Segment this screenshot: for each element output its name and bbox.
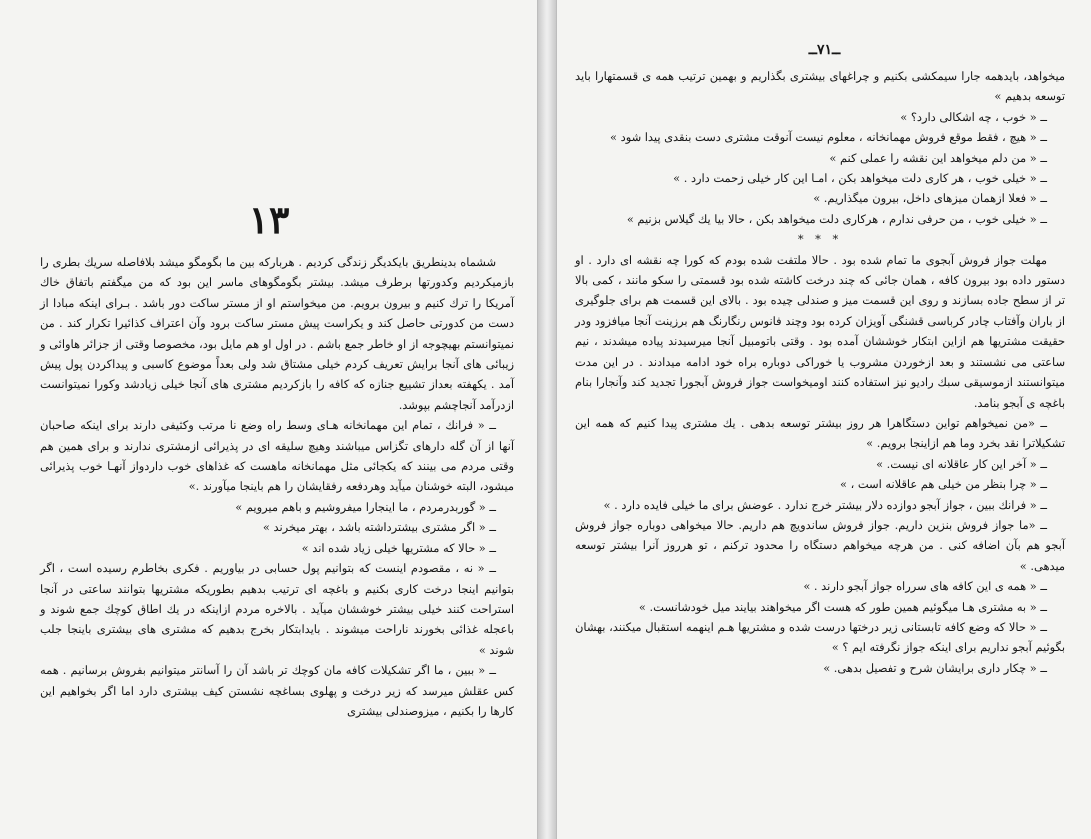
- right-page: [556, 0, 1091, 839]
- paragraph: ــ « اگر مشتری بیشترداشته باشد ، بهتر میخرند »: [262, 520, 496, 535]
- paragraph: ــ « چکار داری برایشان شرح و تفصیل بدهی. »: [823, 660, 1047, 675]
- paragraph: ــ « خیلی خوب ، من حرفی ندارم ، هرکاری دلت میخواهد بکن ، حالا بیا یك گیلاس بزنیم »: [626, 211, 1047, 226]
- paragraph: ــ « حالا که مشتریها خیلی زیاد شده اند »: [301, 540, 496, 555]
- paragraph: ــ « فرانك ، تمام این مهمانخانه هـای وسط راه وضع نا مرتب وکثیفی دارند برای اینکه صاحبان آنها از آن گله دارهای تگزاس میباشند وهیچ سلیقه ای در پذیرائی ازمشتری ندارند و برای همین هم وقتی مردم می بینند که یکجائی مثل مهمانخانه ماهست که غذاهای خوب داردواز آنهـا خوب پذیرائی میشود، البته خوشنان میآید وهردفعه رفقایشان را هم باینجا میآورند .»: [40, 418, 514, 494]
- paragraph: ــ « ببین ، ما اگر تشکیلات کافه مان کوچك تر باشد آن را آسانتر میتوانیم بفروش برسانیم . همه کس عقلش میرسد که زیر درخت و پهلوی بساغچه نشستن کیف بیشتری دارد اما اگر بخواهیم این کارها را بکنیم ، میزوصندلی بیشتری: [40, 663, 514, 718]
- paragraph: ــ « چرا بنظر من خیلی هم عاقلانه است ، »: [839, 477, 1047, 492]
- paragraph: ــ « من دلم میخواهد این نقشه را عملی کنم »: [829, 150, 1047, 165]
- paragraph: ــ « حالا که وضع کافه تابستانی زیر درختها درست شده و مشتریها هـم اینهمه استقبال میکنند، بهشان بگوئیم آبجو نداریم برای اینکه جواز نگرفته ایم ؟ »: [575, 619, 1065, 655]
- paragraph: ــ « آخر این کار عاقلانه ای نیست. »: [876, 456, 1047, 471]
- paragraph: ــ «ما جواز فروش بنزین داریم. جواز فروش ساندویچ هم داریم. حالا میخواهی دوباره جواز فروش آبجو هم بآن اضافه کنی . من هرچه میخواهم دستگاه را محدود ترکنم ، تو هرروز آنرا بیشتر توسعه میدهی. »: [575, 517, 1065, 573]
- paragraph: ــ « همه ی این کافه های سرراه جواز آبجو دارند . »: [803, 579, 1047, 594]
- left-page: [0, 0, 538, 839]
- left-text-column: [40, 252, 514, 721]
- paragraph: ــ « به مشتری هـا میگوئیم همین طور که هست اگر میخواهند بیایند میل خودشانست. »: [638, 599, 1047, 614]
- paragraph: ــ « هیچ ، فقط موقع فروش مهمانخانه ، معلوم نیست آنوقت مشتری دست بنقدی پیدا شود »: [610, 130, 1047, 145]
- paragraph: ــ « فرانك ببین ، جواز آبجو دوازده دلار بیشتر خرج ندارد . عوضش برای ما خیلی فایده دارد . »: [603, 497, 1047, 512]
- chapter-number: ١٣: [248, 197, 290, 242]
- paragraph: ــ « خیلی خوب ، هر کاری دلت میخواهد بکن ، امـا این کار خیلی زحمت دارد . »: [673, 171, 1047, 186]
- paragraph: ــ « گوربدرمردم ، ما اینجارا میفروشیم و باهم میرویم »: [235, 499, 496, 514]
- right-text-column: [575, 66, 1065, 678]
- section-separator: * * *: [797, 232, 843, 247]
- paragraph: ــ « نه ، مقصودم اینست که بتوانیم پول حسابی در بیاوریم . فکری بخاطرم رسیده است ، اگر بتوانیم اینجا درخت کاری بکنیم و باغچه ای ترتیب بدهیم بطوریکه مشتریها بتوانند ساعتی در آنجا استراحت کنند خیلی بیشتر خوششان میآید . بالاخره مردم ازاینکه در یك اطاق کوچك جمع شوند و باعجله غذائی بخورند ناراحت میشوند . بایدابتکار بخرج بدهیم که مشتری های بیشتری باینجا جلب شوند »: [40, 561, 514, 657]
- paragraph: ششماه بدینطریق بایکدیگر زندگی کردیم . هربارکه بین ما بگومگو میشد بلافاصله سریك بطری را بازمیکردیم وکدورتها برطرف میشد. بیشتر بگومگوهای ماسر این بود که من میگفتم باتفاق خاك آمریکا را ترك کنیم و بیرون برویم. من میخواستم او از مستر ساکت دور باشد . بـرای اینکه مبادا از دست من کدورتی حاصل کند و یکراست پیش مستر ساکت برود وآن اعتراف کذائیرا تکرار کند . من نمیتوانستم بهیچوجه از او خاطر جمع باشم . در اول او هم مایل بود، مخصوصا وقتی از جزائر هاوائی و زیبائی های آنجا برایش تعریف کردم خیلی مشتاق شد ولی بعداً موضوع کاسبی و پیداکردن پول پیش آمد . یکهفته بعداز تشییع جنازه که کافه را بازکردیم مشتری های آنجا خیلی زیادشد وکورا نمیتوانست ازدرآمد آنجاچشم بپوشد.: [40, 255, 514, 412]
- paragraph: ــ « خوب ، چه اشکالی دارد؟ »: [900, 109, 1047, 124]
- paragraph: مهلت جواز فروش آبجوی ما تمام شده بود . حالا ملتفت شده بودم که کورا چه نقشه ای دارد . او دستور داده بود بیرون کافه ، همان جائی که چند درخت کاشته شده بود قسمتی را سکو مانند ، کمی بالا تر از سطح جاده بسازند و روی این قسمت میز و صندلی چیده بود . بالای این قسمت هم برای جلوگیری از باران وآفتاب چادر کرباسی قشنگی آویزان کرده بود وچند فانوس رنگارنگ هم برزینت آنجا میافزود ودر حقیقت مشتریها هم ازاین ابتکار خوششان آمده بود . وقتی باتومبیل آنجا میرسیدند پیاده میشدند ، نیم ساعتی می نشستند و بعد ازخوردن مشروب یا خوراکی دوباره براه خود ادامه میدادند . در این مدت میتوانستند ازموسیقی سبك رادیو نیز استفاده کنند اومیخواست جواز فروش آبجورا تجدید کند وآنجارا بنام باغچه ی آبجو بنامد.: [575, 252, 1065, 410]
- paragraph: ــ « فعلا ازهمان میزهای داخل، بیرون میگذاریم. »: [813, 191, 1047, 206]
- book-gutter: [538, 0, 556, 839]
- paragraph: ــ «من نمیخواهم تواین دستگاهرا هر روز بیشتر توسعه بدهی . یك مشتری پیدا کنیم که همه این تشکیلاترا نقد بخرد وما هم ازاینجا برویم. »: [575, 415, 1065, 451]
- paragraph: میخواهد، بایدهمه جارا سیمکشی بکنیم و چراغهای بیشتری بگذاریم و بهمین ترتیب همه ی قسمتهارا باید توسعه بدهیم »: [575, 69, 1065, 104]
- page-number: ــ٧١ــ: [808, 42, 841, 58]
